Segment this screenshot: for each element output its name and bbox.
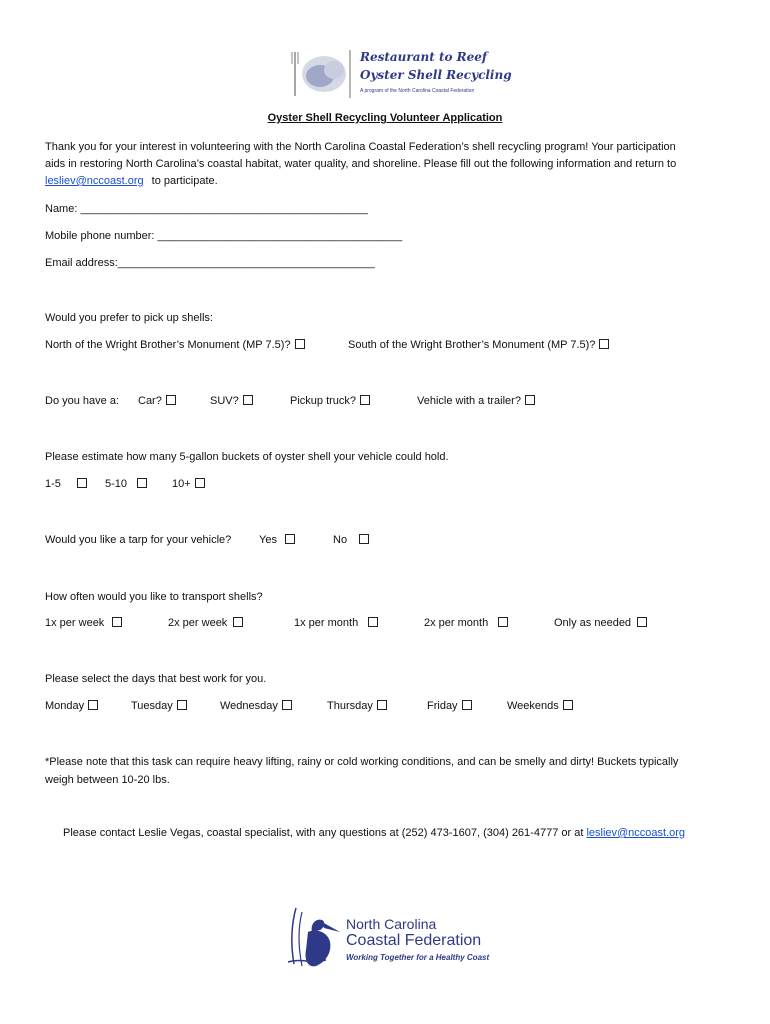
- checkbox[interactable]: [282, 700, 292, 710]
- pelican-icon: [282, 902, 352, 974]
- logo-federation-line2: Coastal Federation: [346, 932, 482, 949]
- logo-title-line1: Restaurant to Reef: [360, 50, 488, 64]
- logo-federation-line1: North Carolina: [346, 916, 437, 932]
- day-option-thursday[interactable]: [327, 700, 387, 712]
- frequency-option-2x-week[interactable]: [168, 617, 243, 629]
- day-option-tuesday[interactable]: [131, 700, 187, 712]
- contact-email-link[interactable]: lesliev@nccoast.org: [586, 827, 686, 839]
- page-title: Oyster Shell Recycling Volunteer Application: [267, 112, 503, 124]
- intro-line-3: [45, 174, 218, 189]
- checkbox[interactable]: [243, 395, 253, 405]
- pickup-option-north-label: North of the Wright Brother’s Monument (MP 7.5)?: [45, 339, 291, 351]
- day-option-friday[interactable]: [427, 700, 472, 712]
- tarp-question: Would you like a tarp for your vehicle?: [45, 534, 232, 546]
- program-logo: [290, 48, 512, 102]
- checkbox[interactable]: [637, 617, 647, 627]
- contact-text: Please contact Leslie Vegas, coastal specialist, with any questions at (252) 473-1607, (304) 261-4777 or at: [63, 827, 584, 839]
- buckets-question: Please estimate how many 5-gallon buckets of oyster shell your vehicle could hold.: [45, 451, 449, 463]
- pickup-option-south-label: South of the Wright Brother’s Monument (MP 7.5)?: [348, 339, 596, 351]
- pickup-option-north[interactable]: [45, 339, 305, 351]
- buckets-option-10-plus[interactable]: [172, 478, 205, 490]
- frequency-option-label: 1x per month: [294, 617, 359, 629]
- intro-email-link[interactable]: lesliev@nccoast.org: [45, 175, 144, 187]
- intro-line-3-rest: to participate.: [151, 175, 218, 187]
- tarp-option-no[interactable]: [333, 534, 369, 546]
- tarp-option-label: No: [333, 534, 348, 546]
- frequency-option-2x-month[interactable]: [424, 617, 508, 629]
- vehicle-option-car[interactable]: [138, 395, 176, 407]
- vehicle-question: Do you have a:: [45, 395, 119, 407]
- note-line-2: weigh between 10-20 lbs.: [45, 774, 170, 786]
- day-option-weekends[interactable]: [507, 700, 573, 712]
- day-option-label: Thursday: [327, 700, 373, 712]
- note-line-1: *Please note that this task can require heavy lifting, rainy or cold working conditions, and can be smelly and dirty! Buckets typically: [45, 756, 679, 768]
- contact-line: [63, 827, 685, 839]
- buckets-option-label: 10+: [172, 478, 191, 490]
- intro-line-2: aids in restoring North Carolina’s coastal habitat, water quality, and shoreline. Please fill out the following information and return to: [45, 158, 677, 170]
- checkbox[interactable]: [359, 534, 369, 544]
- frequency-option-label: 2x per week: [168, 617, 228, 629]
- checkbox[interactable]: [137, 478, 147, 488]
- vehicle-option-pickup[interactable]: [290, 395, 370, 407]
- day-option-label: Wednesday: [220, 700, 278, 712]
- checkbox[interactable]: [368, 617, 378, 627]
- logo-tagline: A program of the North Carolina Coastal Federation: [360, 88, 475, 94]
- vehicle-option-trailer[interactable]: [417, 395, 535, 407]
- days-question: Please select the days that best work for you.: [45, 673, 267, 685]
- checkbox[interactable]: [525, 395, 535, 405]
- frequency-question: How often would you like to transport shells?: [45, 591, 263, 603]
- checkbox[interactable]: [166, 395, 176, 405]
- checkbox[interactable]: [285, 534, 295, 544]
- checkbox[interactable]: [77, 478, 87, 488]
- checkbox[interactable]: [295, 339, 305, 349]
- buckets-option-1-5[interactable]: [45, 478, 87, 490]
- checkbox[interactable]: [563, 700, 573, 710]
- buckets-option-label: 1-5: [45, 478, 61, 490]
- frequency-option-as-needed[interactable]: [554, 617, 647, 629]
- intro-line-1: Thank you for your interest in volunteering with the North Carolina Coastal Federation’s shell recycling program! Your participation: [45, 141, 676, 153]
- buckets-option-label: 5-10: [105, 478, 128, 490]
- buckets-option-5-10[interactable]: [105, 478, 147, 490]
- vehicle-option-label: Pickup truck?: [290, 395, 357, 407]
- vehicle-option-suv[interactable]: [210, 395, 253, 407]
- logo-title-line2: Oyster Shell Recycling: [360, 68, 512, 82]
- vehicle-option-label: Car?: [138, 395, 162, 407]
- day-option-label: Friday: [427, 700, 458, 712]
- vehicle-option-label: SUV?: [210, 395, 239, 407]
- vehicle-option-label: Vehicle with a trailer?: [417, 395, 521, 407]
- frequency-option-1x-week[interactable]: [45, 617, 122, 629]
- checkbox[interactable]: [233, 617, 243, 627]
- frequency-option-label: 2x per month: [424, 617, 489, 629]
- day-option-label: Tuesday: [131, 700, 173, 712]
- frequency-option-label: 1x per week: [45, 617, 105, 629]
- phone-field[interactable]: Mobile phone number: ________________________________________: [45, 230, 403, 242]
- name-field[interactable]: Name: _______________________________________________: [45, 203, 368, 215]
- frequency-option-label: Only as needed: [554, 617, 632, 629]
- logo-federation-tagline: Working Together for a Healthy Coast: [346, 953, 490, 962]
- checkbox[interactable]: [177, 700, 187, 710]
- checkbox[interactable]: [377, 700, 387, 710]
- checkbox[interactable]: [498, 617, 508, 627]
- checkbox[interactable]: [462, 700, 472, 710]
- checkbox[interactable]: [599, 339, 609, 349]
- day-option-monday[interactable]: [45, 700, 98, 712]
- email-field[interactable]: Email address:__________________________________________: [45, 257, 375, 269]
- tarp-option-yes[interactable]: [259, 534, 295, 546]
- checkbox[interactable]: [88, 700, 98, 710]
- federation-logo: [282, 902, 502, 974]
- day-option-label: Weekends: [507, 700, 559, 712]
- pickup-question: Would you prefer to pick up shells:: [45, 312, 213, 324]
- tarp-option-label: Yes: [259, 534, 277, 546]
- checkbox[interactable]: [112, 617, 122, 627]
- day-option-label: Monday: [45, 700, 85, 712]
- day-option-wednesday[interactable]: [220, 700, 292, 712]
- checkbox[interactable]: [195, 478, 205, 488]
- frequency-option-1x-month[interactable]: [294, 617, 378, 629]
- pickup-option-south[interactable]: [348, 339, 609, 351]
- checkbox[interactable]: [360, 395, 370, 405]
